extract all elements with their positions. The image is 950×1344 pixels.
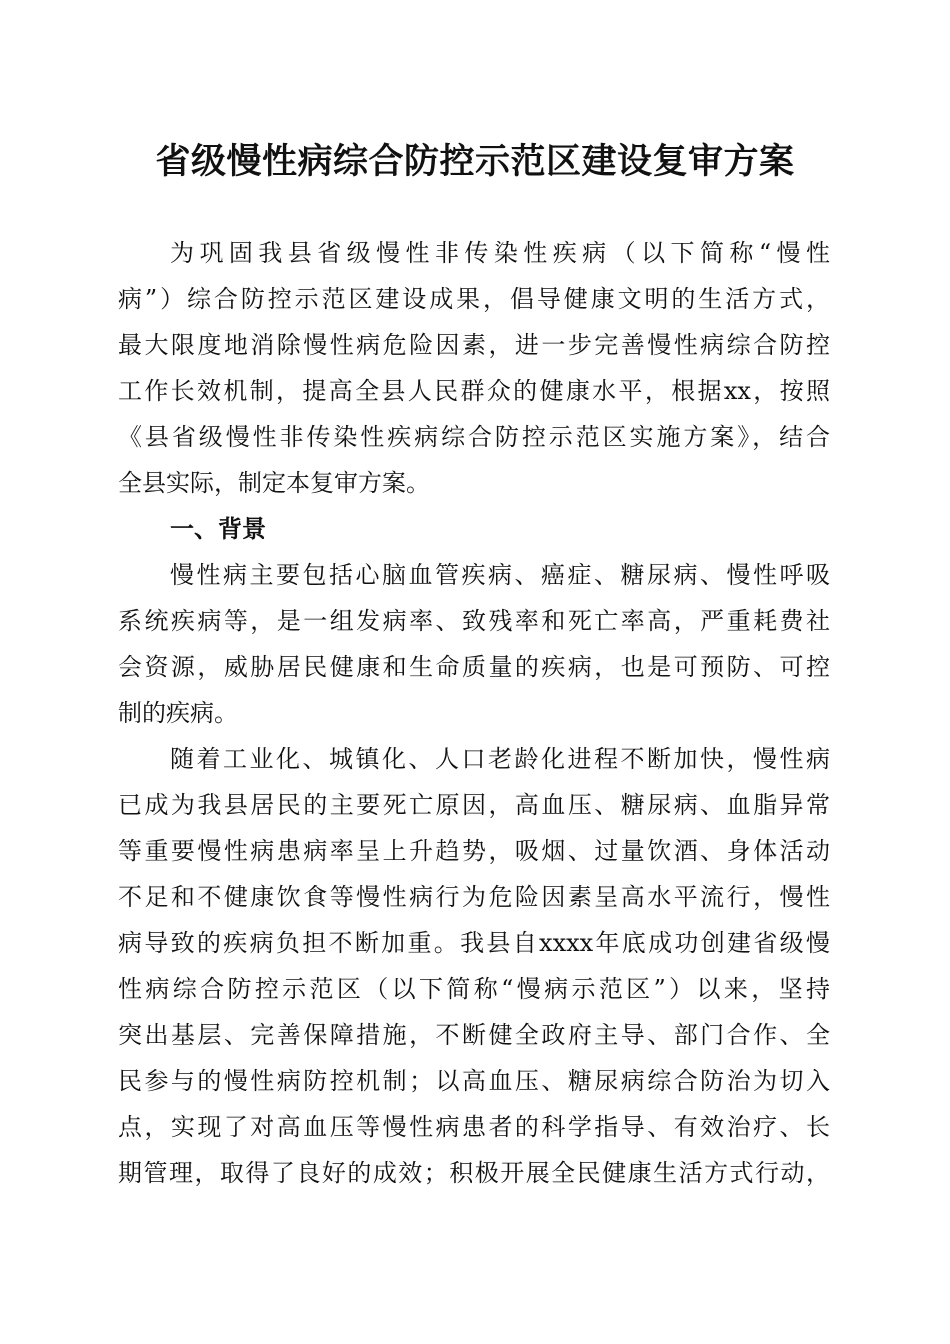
text-line: 为巩固我县省级慢性非传染性疾病（以下简称“慢性 xyxy=(170,239,830,267)
text-line: 随着工业化、城镇化、人口老龄化进程不断加快，慢性病 xyxy=(170,745,830,773)
text-line: 全县实际，制定本复审方案。 xyxy=(118,469,430,497)
text-line: 性病综合防控示范区（以下简称“慢病示范区”）以来，坚持 xyxy=(118,975,830,1003)
text-line: 已成为我县居民的主要死亡原因，高血压、糖尿病、血脂异常 xyxy=(118,791,830,819)
text-line: 点，实现了对高血压等慢性病患者的科学指导、有效治疗、长 xyxy=(118,1113,830,1141)
text-line: 病导致的疾病负担不断加重。我县自xxxx年底成功创建省级慢 xyxy=(118,929,830,957)
text-line: 工作长效机制，提高全县人民群众的健康水平，根据xx，按照 xyxy=(118,377,830,405)
section-heading: 一、背景 xyxy=(170,514,266,543)
intro-paragraph xyxy=(118,230,830,506)
text-line: 民参与的慢性病防控机制；以高血压、糖尿病综合防治为切入 xyxy=(118,1067,830,1095)
document-body xyxy=(118,230,830,1196)
text-line: 会资源，威胁居民健康和生命质量的疾病，也是可预防、可控 xyxy=(118,653,830,681)
text-line: 不足和不健康饮食等慢性病行为危险因素呈高水平流行，慢性 xyxy=(118,883,830,911)
document-title: 省级慢性病综合防控示范区建设复审方案 xyxy=(155,141,795,182)
text-line: 《县省级慢性非传染性疾病综合防控示范区实施方案》，结合 xyxy=(118,423,830,451)
text-line: 期管理，取得了良好的成效；积极开展全民健康生活方式行动， xyxy=(118,1159,830,1187)
text-line: 慢性病主要包括心脑血管疾病、癌症、糖尿病、慢性呼吸 xyxy=(170,561,830,589)
text-line: 病”）综合防控示范区建设成果，倡导健康文明的生活方式， xyxy=(118,285,830,313)
text-line: 最大限度地消除慢性病危险因素，进一步完善慢性病综合防控 xyxy=(118,331,830,359)
text-line: 系统疾病等，是一组发病率、致残率和死亡率高，严重耗费社 xyxy=(118,607,830,635)
text-line: 制的疾病。 xyxy=(118,699,238,727)
background-paragraph-2 xyxy=(118,736,830,1196)
background-paragraph-1 xyxy=(118,552,830,736)
text-line: 等重要慢性病患病率呈上升趋势，吸烟、过量饮酒、身体活动 xyxy=(118,837,830,865)
text-line: 突出基层、完善保障措施，不断健全政府主导、部门合作、全 xyxy=(118,1021,830,1049)
